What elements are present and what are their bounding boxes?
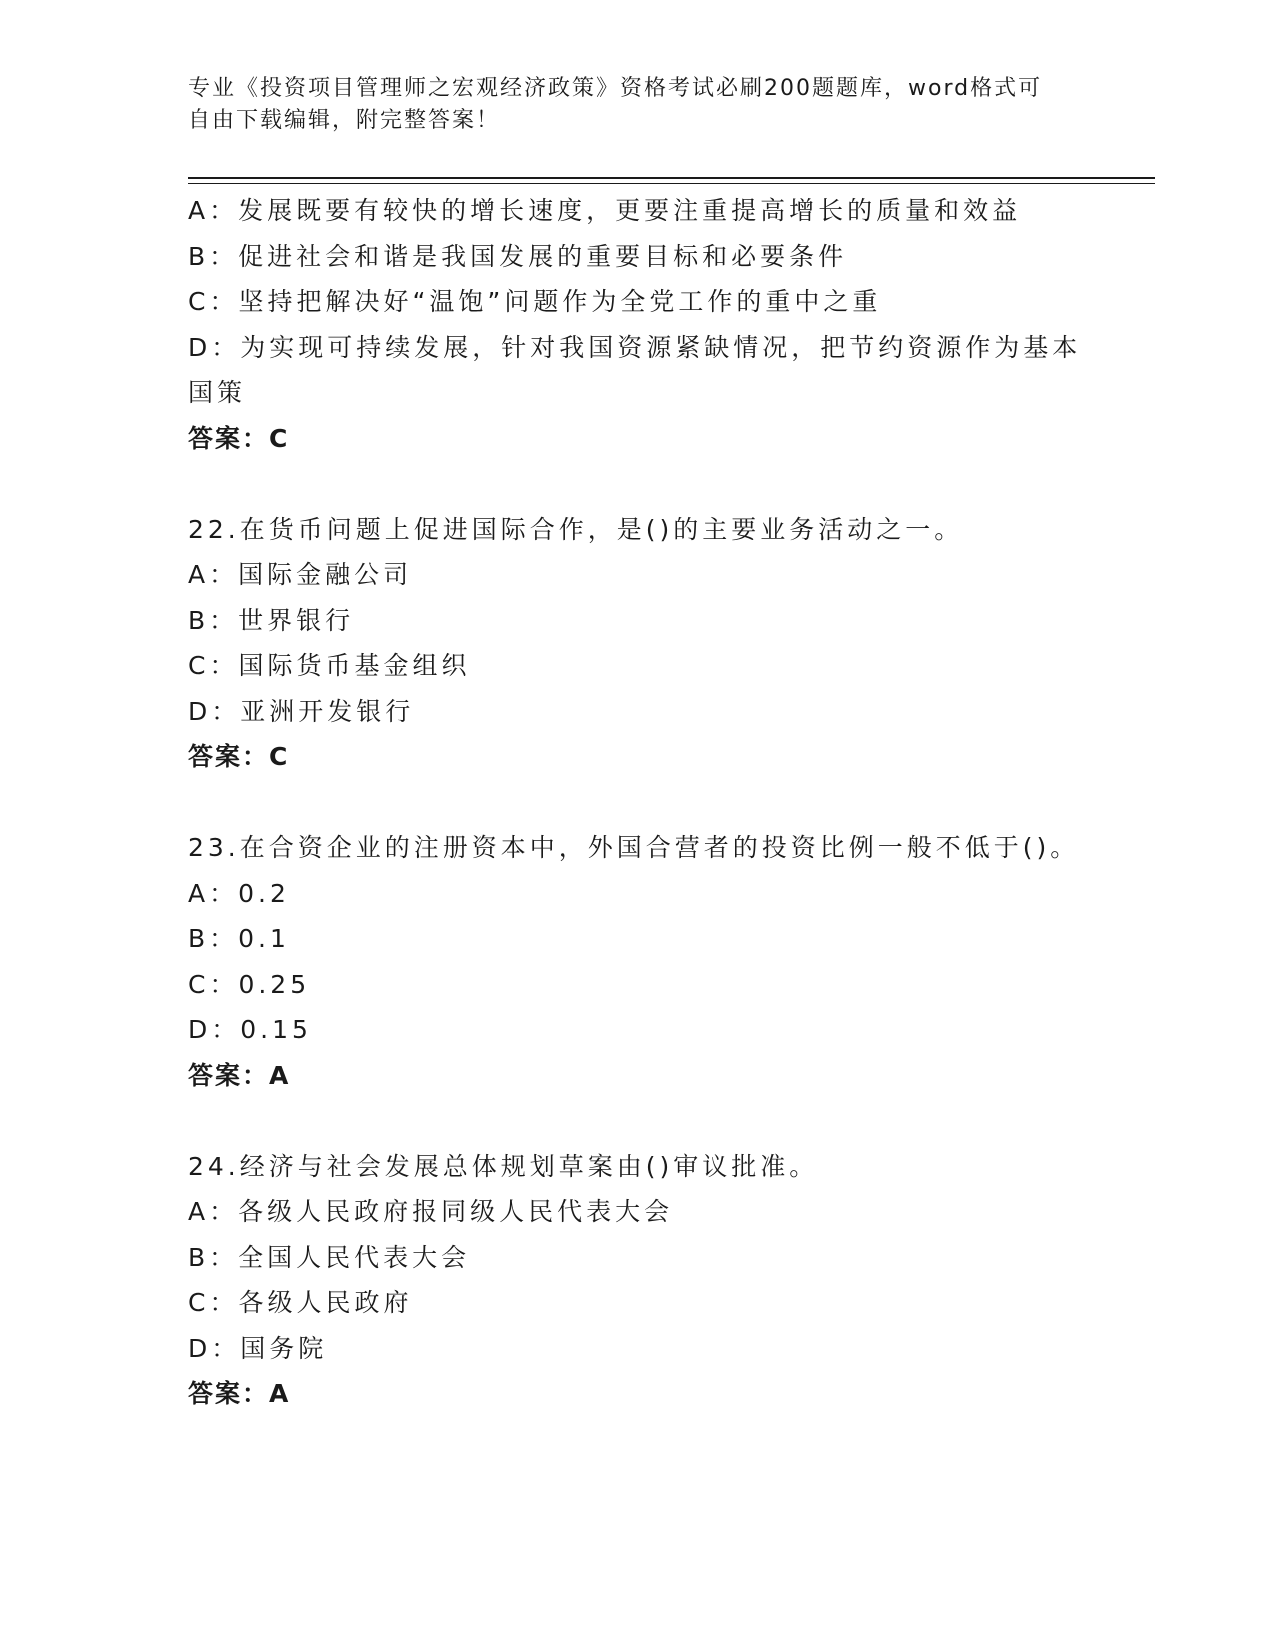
option-b: B：0.1 — [188, 924, 290, 953]
option-a: A：0.2 — [188, 878, 290, 908]
option-c: C：0.25 — [188, 969, 311, 999]
question-list — [188, 188, 1108, 1417]
answer: 答案：A — [188, 1060, 291, 1090]
option-d-continuation: 国策 — [188, 378, 247, 407]
option-a: A：各级人民政府报同级人民代表大会 — [188, 1197, 674, 1226]
question-text: 22.在货币问题上促进国际合作，是()的主要业务活动之一。 — [188, 514, 964, 544]
option-b: B：世界银行 — [188, 605, 355, 635]
option-b: B：全国人民代表大会 — [188, 1242, 471, 1272]
option-d: D：国务院 — [188, 1333, 328, 1363]
spacer — [188, 1098, 1108, 1144]
option-c: C：各级人民政府 — [188, 1288, 413, 1317]
spacer — [188, 461, 1108, 507]
question-text: 24.经济与社会发展总体规划草案由()审议批准。 — [188, 1151, 819, 1181]
question-23 — [188, 825, 1108, 1098]
answer: 答案：A — [188, 1379, 291, 1408]
header-divider-thin — [188, 183, 1155, 184]
header-line-2: 自由下载编辑，附完整答案！ — [188, 108, 501, 133]
question-21 — [188, 188, 1108, 461]
header-line-1: 专业《投资项目管理师之宏观经济政策》资格考试必刷200题题库，word格式可 — [188, 76, 1043, 101]
header-divider-thick — [188, 177, 1155, 179]
option-c: C：坚持把解决好“温饱”问题作为全党工作的重中之重 — [188, 287, 882, 316]
question-text: 23.在合资企业的注册资本中，外国合营者的投资比例一般不低于()。 — [188, 833, 1080, 862]
option-d: D：0.15 — [188, 1015, 312, 1044]
question-24 — [188, 1144, 1108, 1417]
option-d: D：为实现可持续发展，针对我国资源紧缺情况，把节约资源作为基本 — [188, 332, 1082, 362]
option-d: D：亚洲开发银行 — [188, 696, 415, 726]
spacer — [188, 780, 1108, 826]
option-c: C：国际货币基金组织 — [188, 651, 471, 680]
option-a: A：发展既要有较快的增长速度，更要注重提高增长的质量和效益 — [188, 196, 1022, 225]
option-a: A：国际金融公司 — [188, 560, 413, 589]
answer: 答案：C — [188, 742, 290, 771]
option-b: B：促进社会和谐是我国发展的重要目标和必要条件 — [188, 241, 848, 271]
document-header — [188, 73, 1088, 137]
question-22 — [188, 507, 1108, 780]
answer: 答案：C — [188, 423, 290, 453]
